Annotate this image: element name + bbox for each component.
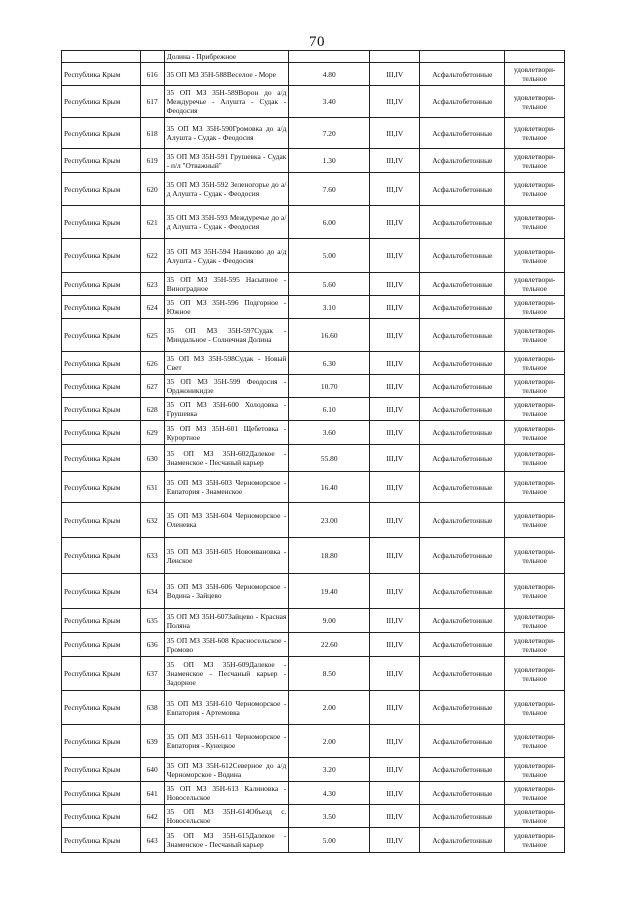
number-cell: 619: [140, 149, 164, 173]
page-number: 70: [309, 34, 325, 50]
state-cell: удовлетвори-тельное: [505, 805, 565, 828]
number-cell: [140, 51, 164, 63]
region-cell: Республика Крым: [62, 782, 141, 805]
table-row: [62, 691, 565, 725]
region-cell: Республика Крым: [62, 296, 141, 319]
number-cell: 621: [140, 206, 164, 239]
roads-table: [61, 50, 565, 853]
region-cell: Республика Крым: [62, 206, 141, 239]
length-cell: 6.30: [289, 352, 370, 375]
region-cell: Республика Крым: [62, 118, 141, 149]
state-cell: удовлетвори-тельное: [505, 239, 565, 273]
coverage-cell: Асфальтобетонные: [420, 805, 505, 828]
region-cell: Республика Крым: [62, 758, 141, 782]
coverage-cell: Асфальтобетонные: [420, 319, 505, 352]
category-cell: III,IV: [370, 206, 420, 239]
region-cell: Республика Крым: [62, 398, 141, 421]
number-cell: 620: [140, 173, 164, 206]
coverage-cell: Асфальтобетонные: [420, 398, 505, 421]
category-cell: III,IV: [370, 609, 420, 633]
coverage-cell: Асфальтобетонные: [420, 206, 505, 239]
category-cell: III,IV: [370, 445, 420, 472]
number-cell: 616: [140, 63, 164, 86]
region-cell: Республика Крым: [62, 445, 141, 472]
road-name-cell: 35 ОП МЗ 35Н-595 Насыпное - Виноградное: [164, 273, 289, 296]
state-cell: удовлетвори-тельное: [505, 538, 565, 574]
number-cell: 627: [140, 375, 164, 398]
table-row: [62, 538, 565, 574]
region-cell: Республика Крым: [62, 538, 141, 574]
state-cell: удовлетвори-тельное: [505, 503, 565, 538]
length-cell: 8.50: [289, 657, 370, 691]
coverage-cell: Асфальтобетонные: [420, 503, 505, 538]
table-row: [62, 63, 565, 86]
table-row: [62, 319, 565, 352]
road-name-cell: 35 ОП МЗ 35Н-612Северное до а/д Черноморское - Водина: [164, 758, 289, 782]
state-cell: удовлетвори-тельное: [505, 472, 565, 503]
number-cell: 633: [140, 538, 164, 574]
state-cell: удовлетвори-тельное: [505, 445, 565, 472]
length-cell: 3.40: [289, 86, 370, 118]
road-name-cell: 35 ОП МЗ 35Н-596 Подгорное - Южное: [164, 296, 289, 319]
length-cell: 5.60: [289, 273, 370, 296]
state-cell: удовлетвори-тельное: [505, 173, 565, 206]
state-cell: удовлетвори-тельное: [505, 149, 565, 173]
category-cell: III,IV: [370, 421, 420, 445]
length-cell: 6.10: [289, 398, 370, 421]
table-row: [62, 657, 565, 691]
state-cell: удовлетвори-тельное: [505, 828, 565, 853]
length-cell: 2.00: [289, 691, 370, 725]
table-row: [62, 828, 565, 853]
state-cell: удовлетвори-тельное: [505, 296, 565, 319]
coverage-cell: Асфальтобетонные: [420, 375, 505, 398]
coverage-cell: Асфальтобетонные: [420, 352, 505, 375]
region-cell: Республика Крым: [62, 421, 141, 445]
table-row: [62, 352, 565, 375]
coverage-cell: Асфальтобетонные: [420, 633, 505, 657]
number-cell: 632: [140, 503, 164, 538]
table-row: [62, 173, 565, 206]
length-cell: 4.80: [289, 63, 370, 86]
category-cell: III,IV: [370, 805, 420, 828]
road-name-cell: 35 ОП МЗ 35Н-601 Щебетовка - Курортное: [164, 421, 289, 445]
table-row: [62, 758, 565, 782]
state-cell: удовлетвори-тельное: [505, 118, 565, 149]
number-cell: 630: [140, 445, 164, 472]
category-cell: III,IV: [370, 503, 420, 538]
number-cell: 641: [140, 782, 164, 805]
number-cell: 629: [140, 421, 164, 445]
number-cell: 628: [140, 398, 164, 421]
coverage-cell: Асфальтобетонные: [420, 725, 505, 758]
coverage-cell: Асфальтобетонные: [420, 758, 505, 782]
category-cell: III,IV: [370, 273, 420, 296]
region-cell: Республика Крым: [62, 375, 141, 398]
road-name-cell: 35 ОП МЗ 35Н-593 Междуречье до а/д Алушта - Судак - Феодосия: [164, 206, 289, 239]
road-name-cell: 35 ОП МЗ 35Н-603 Черноморское - Евпатория - Знаменское: [164, 472, 289, 503]
number-cell: 631: [140, 472, 164, 503]
category-cell: III,IV: [370, 633, 420, 657]
category-cell: [370, 51, 420, 63]
road-name-cell: 35 ОП МЗ 35Н-589Ворон до а/д Междуречье - Алушта - Судак - Феодосия: [164, 86, 289, 118]
length-cell: 9.00: [289, 609, 370, 633]
road-name-cell: 35 ОП МЗ 35Н-592 Зеленогорье до а/д Алушта - Судак - Феодосия: [164, 173, 289, 206]
region-cell: Республика Крым: [62, 503, 141, 538]
table-row: [62, 296, 565, 319]
table-row: [62, 445, 565, 472]
coverage-cell: Асфальтобетонные: [420, 118, 505, 149]
number-cell: 640: [140, 758, 164, 782]
table-row: [62, 273, 565, 296]
road-name-cell: 35 ОП МЗ 35Н-597Судак - Миндальное - Солнечная Долина: [164, 319, 289, 352]
category-cell: III,IV: [370, 472, 420, 503]
number-cell: 635: [140, 609, 164, 633]
region-cell: [62, 51, 141, 63]
number-cell: 624: [140, 296, 164, 319]
length-cell: 22.60: [289, 633, 370, 657]
coverage-cell: Асфальтобетонные: [420, 63, 505, 86]
length-cell: 3.20: [289, 758, 370, 782]
length-cell: 5.00: [289, 828, 370, 853]
length-cell: 4.30: [289, 782, 370, 805]
table-row: [62, 633, 565, 657]
length-cell: 16.40: [289, 472, 370, 503]
coverage-cell: Асфальтобетонные: [420, 828, 505, 853]
region-cell: Республика Крым: [62, 86, 141, 118]
region-cell: Республика Крым: [62, 319, 141, 352]
road-name-cell: 35 ОП МЗ 35Н-598Судак - Новый Свет: [164, 352, 289, 375]
coverage-cell: Асфальтобетонные: [420, 657, 505, 691]
length-cell: 7.20: [289, 118, 370, 149]
road-name-cell: 35 ОП МЗ 35Н-591 Грушевка - Судак - п/л "Отважный": [164, 149, 289, 173]
road-name-cell: 35 ОП МЗ 35Н-615Далекое - Знаменское - Песчаный карьер: [164, 828, 289, 853]
category-cell: III,IV: [370, 352, 420, 375]
number-cell: 626: [140, 352, 164, 375]
length-cell: 10.70: [289, 375, 370, 398]
state-cell: удовлетвори-тельное: [505, 398, 565, 421]
state-cell: удовлетвори-тельное: [505, 609, 565, 633]
length-cell: 1.30: [289, 149, 370, 173]
category-cell: III,IV: [370, 725, 420, 758]
region-cell: Республика Крым: [62, 657, 141, 691]
category-cell: III,IV: [370, 319, 420, 352]
table-row: [62, 149, 565, 173]
coverage-cell: Асфальтобетонные: [420, 239, 505, 273]
road-name-cell: 35 ОП МЗ 35Н-599 Феодосия - Орджоникидзе: [164, 375, 289, 398]
table-row: [62, 86, 565, 118]
table-row: [62, 375, 565, 398]
road-name-cell: 35 ОП МЗ 35Н-609Далекое - Знаменское - Песчаный карьер - Задорное: [164, 657, 289, 691]
length-cell: 3.10: [289, 296, 370, 319]
table-row: [62, 472, 565, 503]
number-cell: 638: [140, 691, 164, 725]
region-cell: Республика Крым: [62, 472, 141, 503]
state-cell: удовлетвори-тельное: [505, 206, 565, 239]
region-cell: Республика Крым: [62, 352, 141, 375]
length-cell: 3.50: [289, 805, 370, 828]
table-row: [62, 782, 565, 805]
category-cell: III,IV: [370, 86, 420, 118]
coverage-cell: [420, 51, 505, 63]
road-name-cell: 35 ОП МЗ 35Н-604 Черноморское - Оленевка: [164, 503, 289, 538]
road-name-cell: 35 ОП МЗ 35Н-594 Наниково до а/д Алушта - Судак - Феодосия: [164, 239, 289, 273]
category-cell: III,IV: [370, 296, 420, 319]
coverage-cell: Асфальтобетонные: [420, 173, 505, 206]
coverage-cell: Асфальтобетонные: [420, 574, 505, 609]
length-cell: 7.60: [289, 173, 370, 206]
category-cell: III,IV: [370, 828, 420, 853]
category-cell: III,IV: [370, 398, 420, 421]
roads-table-body: [62, 51, 565, 853]
coverage-cell: Асфальтобетонные: [420, 445, 505, 472]
state-cell: удовлетвори-тельное: [505, 421, 565, 445]
coverage-cell: Асфальтобетонные: [420, 782, 505, 805]
coverage-cell: Асфальтобетонные: [420, 691, 505, 725]
length-cell: 19.40: [289, 574, 370, 609]
region-cell: Республика Крым: [62, 273, 141, 296]
road-name-cell: 35 ОП МЗ 35Н-608 Красносельское - Громово: [164, 633, 289, 657]
state-cell: [505, 51, 565, 63]
region-cell: Республика Крым: [62, 633, 141, 657]
category-cell: III,IV: [370, 758, 420, 782]
state-cell: удовлетвори-тельное: [505, 758, 565, 782]
state-cell: удовлетвори-тельное: [505, 319, 565, 352]
road-name-cell: Долина - Прибрежное: [164, 51, 289, 63]
number-cell: 636: [140, 633, 164, 657]
region-cell: Республика Крым: [62, 173, 141, 206]
number-cell: 643: [140, 828, 164, 853]
region-cell: Республика Крым: [62, 828, 141, 853]
road-name-cell: 35 ОП МЗ 35Н-588Веселое - Море: [164, 63, 289, 86]
length-cell: 3.60: [289, 421, 370, 445]
road-name-cell: 35 ОП МЗ 35Н-605 Новоивановка - Ленское: [164, 538, 289, 574]
state-cell: удовлетвори-тельное: [505, 86, 565, 118]
state-cell: удовлетвори-тельное: [505, 691, 565, 725]
length-cell: 16.60: [289, 319, 370, 352]
category-cell: III,IV: [370, 782, 420, 805]
coverage-cell: Асфальтобетонные: [420, 538, 505, 574]
road-name-cell: 35 ОП МЗ 35Н-590Громовка до а/д Алушта - Судак - Феодосия: [164, 118, 289, 149]
number-cell: 642: [140, 805, 164, 828]
road-name-cell: 35 ОП МЗ 35Н-607Зайцево - Красная Поляна: [164, 609, 289, 633]
state-cell: удовлетвори-тельное: [505, 574, 565, 609]
state-cell: удовлетвори-тельное: [505, 63, 565, 86]
length-cell: 2.00: [289, 725, 370, 758]
table-row: [62, 118, 565, 149]
road-name-cell: 35 ОП МЗ 35Н-602Далекое - Знаменское - Песчаный карьер: [164, 445, 289, 472]
number-cell: 618: [140, 118, 164, 149]
coverage-cell: Асфальтобетонные: [420, 86, 505, 118]
coverage-cell: Асфальтобетонные: [420, 296, 505, 319]
category-cell: III,IV: [370, 173, 420, 206]
table-row: [62, 805, 565, 828]
category-cell: III,IV: [370, 574, 420, 609]
road-name-cell: 35 ОП МЗ 35Н-600 Холодовка - Грушевка: [164, 398, 289, 421]
category-cell: III,IV: [370, 691, 420, 725]
region-cell: Республика Крым: [62, 63, 141, 86]
length-cell: 6.00: [289, 206, 370, 239]
number-cell: 639: [140, 725, 164, 758]
road-name-cell: 35 ОП МЗ 35Н-614Объезд с. Новосельское: [164, 805, 289, 828]
length-cell: 5.00: [289, 239, 370, 273]
length-cell: 18.80: [289, 538, 370, 574]
region-cell: Республика Крым: [62, 149, 141, 173]
road-name-cell: 35 ОП МЗ 35Н-613 Калиновка - Новосельское: [164, 782, 289, 805]
state-cell: удовлетвори-тельное: [505, 633, 565, 657]
table-row: [62, 206, 565, 239]
state-cell: удовлетвори-тельное: [505, 375, 565, 398]
number-cell: 634: [140, 574, 164, 609]
length-cell: [289, 51, 370, 63]
number-cell: 623: [140, 273, 164, 296]
category-cell: III,IV: [370, 118, 420, 149]
road-name-cell: 35 ОП МЗ 35Н-610 Черноморское - Евпатория - Артемовка: [164, 691, 289, 725]
length-cell: 23.00: [289, 503, 370, 538]
state-cell: удовлетвори-тельное: [505, 725, 565, 758]
road-name-cell: 35 ОП МЗ 35Н-606 Черноморское - Водина - Зайцево: [164, 574, 289, 609]
category-cell: III,IV: [370, 375, 420, 398]
table-row: [62, 609, 565, 633]
table-row-continuation: [62, 51, 565, 63]
state-cell: удовлетвори-тельное: [505, 273, 565, 296]
coverage-cell: Асфальтобетонные: [420, 149, 505, 173]
road-name-cell: 35 ОП МЗ 35Н-611 Черноморское - Евпатория - Кунецкое: [164, 725, 289, 758]
region-cell: Республика Крым: [62, 609, 141, 633]
state-cell: удовлетвори-тельное: [505, 352, 565, 375]
table-row: [62, 725, 565, 758]
state-cell: удовлетвори-тельное: [505, 782, 565, 805]
table-row: [62, 239, 565, 273]
table-row: [62, 574, 565, 609]
category-cell: III,IV: [370, 657, 420, 691]
coverage-cell: Асфальтобетонные: [420, 273, 505, 296]
category-cell: III,IV: [370, 63, 420, 86]
number-cell: 637: [140, 657, 164, 691]
number-cell: 625: [140, 319, 164, 352]
coverage-cell: Асфальтобетонные: [420, 421, 505, 445]
category-cell: III,IV: [370, 149, 420, 173]
region-cell: Республика Крым: [62, 691, 141, 725]
number-cell: 622: [140, 239, 164, 273]
category-cell: III,IV: [370, 239, 420, 273]
length-cell: 55.80: [289, 445, 370, 472]
category-cell: III,IV: [370, 538, 420, 574]
table-row: [62, 398, 565, 421]
region-cell: Республика Крым: [62, 574, 141, 609]
table-row: [62, 421, 565, 445]
number-cell: 617: [140, 86, 164, 118]
table-row: [62, 503, 565, 538]
region-cell: Республика Крым: [62, 239, 141, 273]
coverage-cell: Асфальтобетонные: [420, 609, 505, 633]
coverage-cell: Асфальтобетонные: [420, 472, 505, 503]
region-cell: Республика Крым: [62, 725, 141, 758]
region-cell: Республика Крым: [62, 805, 141, 828]
state-cell: удовлетвори-тельное: [505, 657, 565, 691]
